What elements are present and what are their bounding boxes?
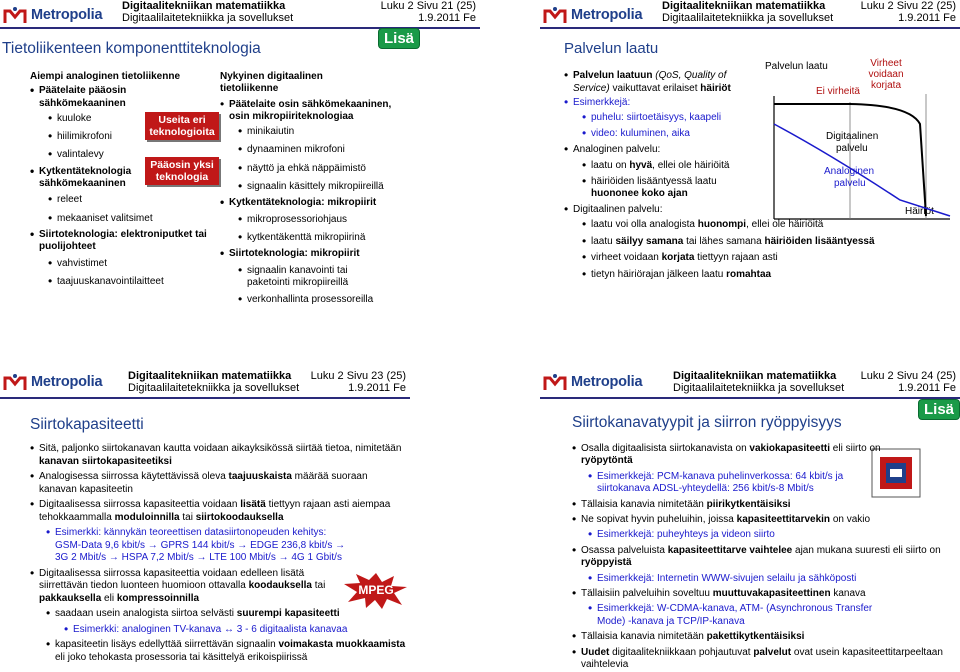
metropolia-logo — [2, 372, 102, 392]
list-item: • Uudet digitaalitekniikkaan pohjautuvat palvelut ovat usein kapasiteettitarpeeltaan vaihtelevia — [572, 647, 956, 672]
list-item: • releet — [48, 194, 210, 206]
slide-title: Tietoliikenteen komponenttiteknologia — [2, 40, 261, 57]
course-title: Digitaalitekniikan matematiikka — [128, 370, 292, 382]
analog-service-label: Analoginen palvelu — [824, 166, 875, 189]
list-item: • Analoginen palvelu: — [564, 144, 954, 157]
slide-header — [540, 0, 960, 30]
list-item: • signaalin käsittely mikropiireillä — [238, 181, 400, 193]
list-item: • mekaaniset valitsimet — [48, 213, 210, 225]
slide-title: Siirtokanavatyypit ja siirron ryöppyisyys — [572, 414, 842, 431]
list-item: • dynaaminen mikrofoni — [238, 144, 400, 156]
slide-title: Siirtokapasiteetti — [30, 416, 144, 433]
list-item: • valintalevy — [48, 149, 210, 161]
list-item: • Analogisessa siirrossa käytettävissä oleva taajuuskaista määrää suoraan kanavan kapasiteetin — [30, 471, 408, 496]
slide-21 — [0, 0, 480, 336]
list-item: • saadaan usein analogista siirtoa selvästi suurempi kapasiteetti — [46, 608, 408, 621]
slide-22 — [540, 0, 960, 336]
slide-header — [0, 0, 480, 30]
lisa-badge[interactable]: Lisä — [378, 28, 420, 49]
slide-23 — [0, 367, 410, 672]
course-title: Digitaalitekniikan matematiikka — [662, 0, 826, 12]
slide-body — [564, 70, 954, 281]
list-item: • Ne sopivat hyvin puheluihin, joissa kapasiteettitarvekin on vakio — [572, 514, 956, 526]
list-item: • häiriöiden lisääntyessä laatu huononee koko ajan — [582, 176, 761, 201]
slide-date: 1.9.2011 Fe — [418, 12, 476, 24]
slide-date: 1.9.2011 Fe — [898, 12, 956, 24]
list-item: • vahvistimet — [48, 258, 210, 270]
header-rule — [540, 27, 960, 29]
metropolia-logo-icon — [542, 372, 568, 392]
slide-header — [0, 367, 410, 397]
page-number: Luku 2 Sivu 23 (25) — [310, 370, 406, 382]
callout-one-technology: Pääosin yksi teknologia — [145, 157, 219, 185]
list-item: • video: kuluminen, aika — [582, 128, 954, 141]
list-item: • minikaiutin — [238, 126, 400, 138]
list-item: • signaalin kanavointi tai paketointi mikropiireillä — [238, 265, 387, 290]
metropolia-logo — [2, 5, 102, 25]
list-item: • Osassa palveluista kapasiteettitarve vaihtelee ajan mukana suuresti eli siirto on ryöppyistä — [572, 545, 956, 570]
list-item: • Palvelun laatuun (QoS, Quality of Service) vaikuttavat erilaiset häiriöt — [564, 70, 763, 95]
course-subtitle: Digitaalilaitetekniikka ja sovellukset — [122, 12, 294, 24]
list-item: • hiilimikrofoni — [48, 131, 210, 143]
list-item — [220, 99, 399, 124]
slide-title: Palvelun laatu — [564, 40, 659, 57]
left-col-header: Aiempi analoginen tietoliikenne — [30, 71, 181, 82]
list-item: • mikroprosessoriohjaus — [238, 214, 400, 226]
example-item: • Esimerkkejä: Internetin WWW-sivujen selailu ja sähköposti — [588, 573, 956, 585]
list-item: • Sitä, paljonko siirtokanavan kautta voidaan aikayksikössä siirtää tietoa, nimitetään kanavan siirtokapasiteetiksi — [30, 443, 408, 468]
list-item: • kapasiteetin lisäys edellyttää siirrettävän signaalin voimakasta muokkaamista eli joko tehokasta prosessoria tai käsittelyä erikoispiirissä — [46, 639, 408, 664]
right-col-header: Nykyinen digitaalinen tietoliikenne — [220, 71, 323, 95]
header-rule — [540, 397, 960, 399]
course-subtitle: Digitaalilaitetekniikka ja sovellukset — [128, 382, 300, 394]
slide-date: 1.9.2011 Fe — [348, 382, 406, 394]
list-item: • Osalla digitaalisista siirtokanavista on vakiokapasiteetti eli siirto on ryöpytöntä — [572, 443, 881, 468]
list-item: • näyttö ja ehkä näppäimistö — [238, 163, 400, 175]
list-item: • Esimerkkejä: — [564, 97, 954, 110]
list-item: • Päätelaite pääosin sähkömekaaninen — [30, 85, 210, 110]
example-item: • Esimerkkejä: PCM-kanava puhelinverkossa: 64 kbit/s ja siirtokanava ADSL-yhteydellä: 256 kbit/s-8 Mbit/s — [588, 471, 867, 496]
slide-header — [540, 367, 960, 397]
page-number: Luku 2 Sivu 21 (25) — [380, 0, 476, 12]
slide-24 — [540, 367, 960, 672]
course-title: Digitaalitekniikan matematiikka — [673, 370, 837, 382]
course-subtitle: Digitaalilaitetekniikka ja sovellukset — [673, 382, 845, 394]
metropolia-logo — [542, 372, 642, 392]
list-item: • kuuloke — [48, 113, 210, 125]
example-item: • Esimerkkejä: W-CDMA-kanava, ATM- (Asynchronous Transfer Mode) -kanava ja TCP/IP-kanava — [588, 603, 877, 628]
list-item: • tietyn häiriörajan jälkeen laatu romahtaa — [582, 269, 954, 282]
list-item: • virheet voidaan korjata tiettyyn rajaan asti — [582, 252, 954, 265]
right-column — [220, 71, 400, 306]
header-rule — [0, 397, 410, 399]
course-title: Digitaalitekniikan matematiikka — [122, 0, 286, 12]
list-item: • verkonhallinta prosessoreilla — [238, 294, 400, 306]
list-item: • Tällaisia kanavia nimitetään pakettikytkentäisiksi — [572, 631, 956, 643]
list-item: • Kytkentäteknologia sähkömekaaninen — [30, 166, 210, 191]
slide-date: 1.9.2011 Fe — [898, 382, 956, 394]
page-number: Luku 2 Sivu 22 (25) — [860, 0, 956, 12]
list-item: • Siirtoteknologia: elektroniputket tai puolijohteet — [30, 229, 209, 254]
list-item: • Digitaalinen palvelu: — [564, 204, 954, 217]
page-number: Luku 2 Sivu 24 (25) — [860, 370, 956, 382]
y-axis-label-text: Palvelun laatu — [765, 61, 828, 72]
list-item: • Kytkentäteknologia: mikropiirit — [220, 197, 400, 209]
metropolia-logo-icon — [542, 5, 568, 25]
list-item: • Tällaisiin palveluihin soveltuu muuttuvakapasiteettinen kanava — [572, 588, 956, 600]
list-item: • laatu säilyy samana tai lähes samana häiriöiden lisääntyessä — [582, 236, 954, 249]
list-item: • laatu on hyvä, ellei ole häiriöitä — [582, 160, 954, 173]
digital-service-label: Digitaalinen palvelu — [826, 131, 879, 154]
x-axis-label: Häiriöt — [905, 206, 934, 217]
metropolia-logo-icon — [2, 5, 28, 25]
list-item: • Tällaisia kanavia nimitetään piirikytkentäisiksi — [572, 499, 956, 511]
example-item: • Esimerkkejä: puheyhteys ja videon siirto — [588, 529, 956, 541]
example-item: • Esimerkki: analoginen TV-kanava ↔ 3 - 6 digitaalista kanavaa — [64, 624, 408, 637]
logo-text: Metropolia — [31, 7, 103, 23]
list-item-text: Päätelaite osin sähkömekaaninen, osin mikropiiriteknologiaa — [229, 98, 392, 122]
callout-many-technologies: Useita eri teknologioita — [145, 112, 219, 140]
list-item: • laatu voi olla analogista huonompi, ellei ole häiriöitä — [582, 219, 954, 232]
list-item: • kytkentäkenttä mikropiirinä — [238, 232, 400, 244]
course-subtitle: Digitaalilaitetekniikka ja sovellukset — [662, 12, 834, 24]
no-errors-label: Ei virheitä — [816, 86, 860, 97]
slide-body — [30, 443, 408, 664]
lisa-badge[interactable]: Lisä — [918, 399, 960, 420]
metropolia-logo-icon — [2, 372, 28, 392]
mpeg-burst — [344, 573, 408, 609]
list-item: • Siirtoteknologia: mikropiirit — [220, 248, 400, 260]
list-item: • Digitaalisessa siirrossa kapasiteettia voidaan edelleen lisätä siirrettävän tiedon luonteen huomioon ottavalla koodauksella tai pakkauksella eli kompressoinnilla — [30, 568, 339, 606]
metropolia-logo — [542, 5, 642, 25]
logo-text: Metropolia — [31, 374, 103, 390]
slide-body — [572, 443, 956, 672]
correctable-errors-label: Virheet voidaan korjata — [868, 58, 904, 91]
logo-text: Metropolia — [571, 374, 643, 390]
example-item: • Esimerkki: kännykän teoreettisen datasiirtonopeuden kehitys: GSM-Data 9,6 kbit/s → GPRS 144 kbit/s → EDGE 236,8 kbit/s → 3G 2 Mbit/s → HSPA 7,2 Mbit/s → LTE 100 Mbit/s → 4G 1 Gbit/s — [46, 527, 408, 565]
mpeg-label: MPEG — [358, 583, 394, 597]
list-item: • taajuuskanavointilaitteet — [48, 276, 210, 288]
list-item: • puhelu: siirtoetäisyys, kaapeli — [582, 112, 954, 125]
list-item: • Digitaalisessa siirrossa kapasiteettia voidaan lisätä tiettyyn rajaan asti aiempaa tehokkaammalla moduloinnilla tai siirtokoodauksella — [30, 499, 408, 524]
logo-text: Metropolia — [571, 7, 643, 23]
